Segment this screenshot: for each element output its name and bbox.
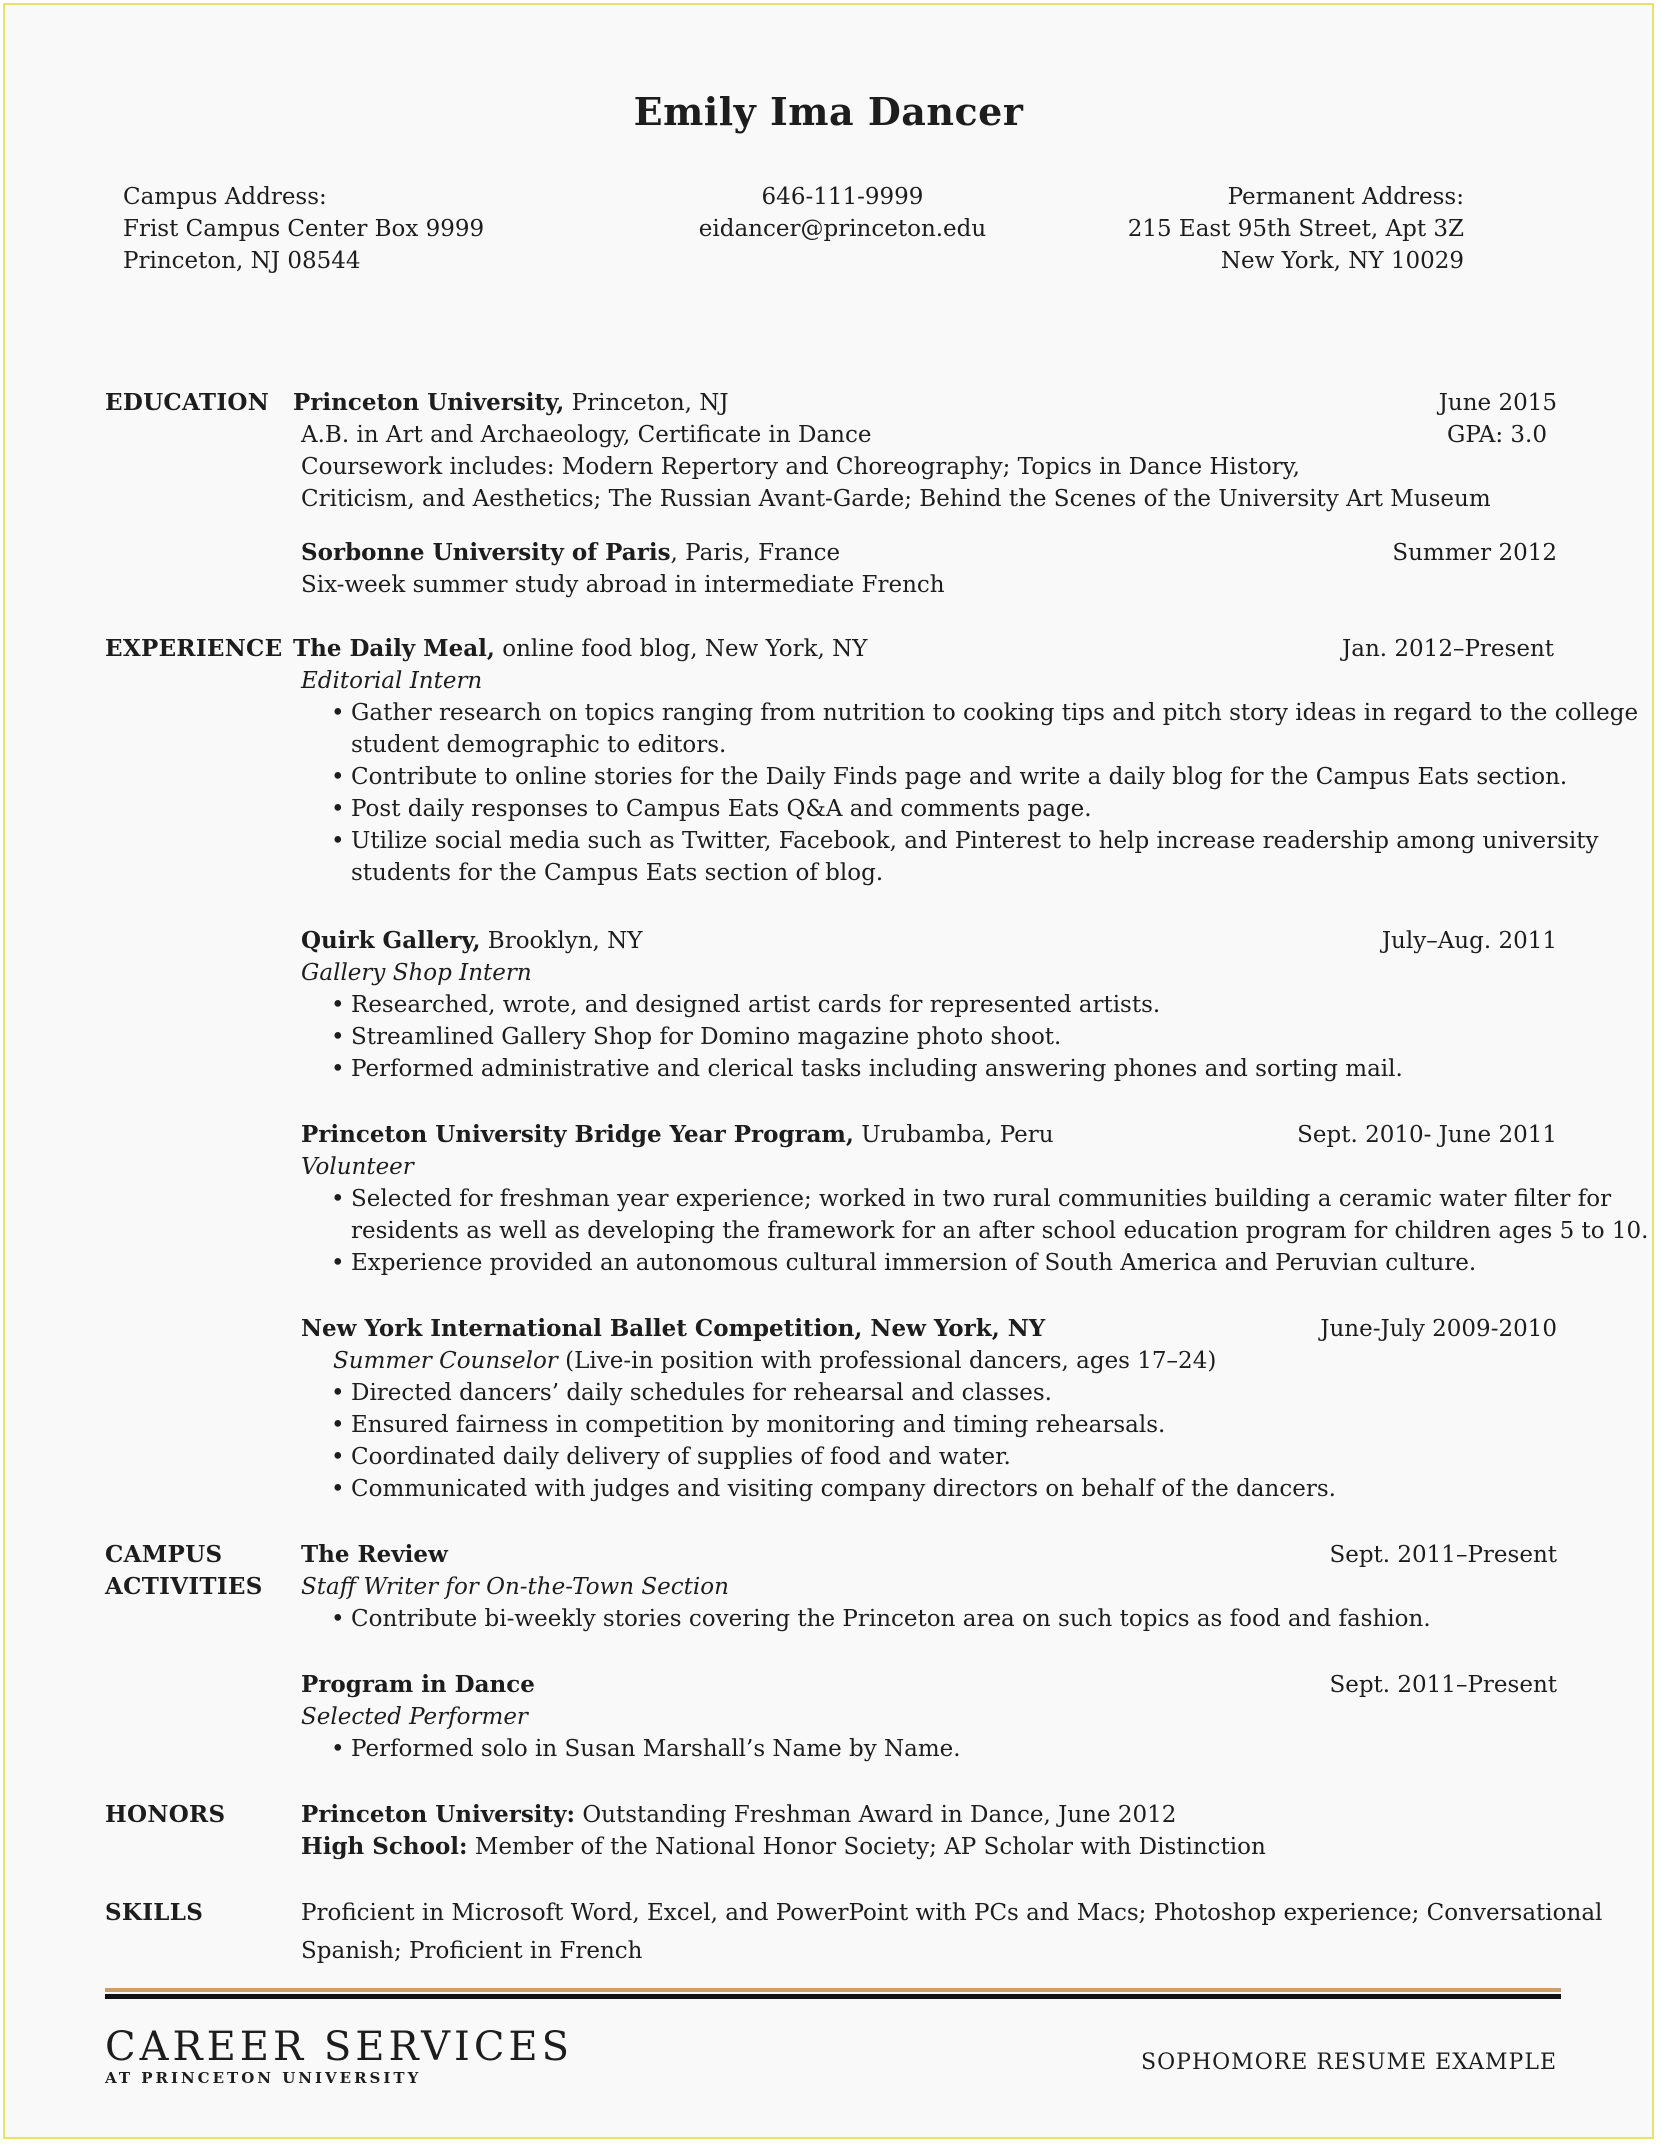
campus-dance-date: Sept. 2011–Present	[1329, 1672, 1557, 1698]
exp-ballet-bullet-4: • Communicated with judges and visiting company directors on behalf of the dancers.	[351, 1473, 1336, 1505]
exp-quirk-heading	[301, 925, 642, 957]
section-campus-2: ACTIVITIES	[105, 1573, 263, 1600]
edu-princeton-loc: Princeton, NJ	[564, 390, 729, 416]
exp-dailymeal-bullet-1: • Gather research on topics ranging from nutrition to cooking tips and pitch story ideas in regard to the college	[351, 697, 1638, 729]
campus-address-line2: Princeton, NJ 08544	[123, 248, 361, 274]
exp-bridge-loc: Urubamba, Peru	[853, 1122, 1054, 1148]
edu-princeton-degree: A.B. in Art and Archaeology, Certificate in Dance	[301, 422, 872, 448]
footer-rule-gold	[105, 1988, 1561, 1992]
exp-dailymeal-date: Jan. 2012–Present	[1342, 636, 1554, 662]
campus-address-label: Campus Address:	[123, 184, 327, 210]
exp-bridge-bullet-2: • Experience provided an autonomous cultural immersion of South America and Peruvian culture.	[351, 1247, 1476, 1279]
edu-princeton-heading	[293, 387, 729, 419]
permanent-address	[1128, 181, 1464, 277]
edu-sorbonne-heading	[301, 537, 840, 569]
exp-quirk-bullet-2: • Streamlined Gallery Shop for Domino magazine photo shoot.	[351, 1021, 1061, 1053]
skills-line-2: Spanish; Proficient in French	[301, 1938, 643, 1964]
edu-princeton-org: Princeton University,	[293, 389, 565, 416]
edu-princeton-coursework-1: Coursework includes: Modern Repertory and Choreography; Topics in Dance History,	[301, 454, 1300, 480]
exp-dailymeal-bullet-2: • Contribute to online stories for the Daily Finds page and write a daily blog for the Campus Eats section.	[351, 761, 1567, 793]
campus-review-date: Sept. 2011–Present	[1329, 1542, 1557, 1568]
honor-2	[301, 1831, 1266, 1863]
exp-bridge-org: Princeton University Bridge Year Program,	[301, 1121, 854, 1148]
campus-dance-bullet-1: • Performed solo in Susan Marshall’s Name by Name.	[351, 1733, 961, 1765]
campus-review-heading: The Review	[301, 1541, 448, 1568]
exp-ballet-role-line	[333, 1345, 1216, 1377]
exp-quirk-bullet-1: • Researched, wrote, and designed artist cards for represented artists.	[351, 989, 1160, 1021]
resume-name: Emily Ima Dancer	[633, 89, 1024, 134]
exp-dailymeal-bullet-1-cont: student demographic to editors.	[351, 732, 727, 758]
exp-ballet-heading: New York International Ballet Competition, New York, NY	[301, 1315, 1046, 1342]
honor-2-text: Member of the National Honor Society; AP Scholar with Distinction	[467, 1834, 1266, 1860]
edu-sorbonne-desc: Six-week summer study abroad in intermediate French	[301, 572, 945, 598]
footer-rule-black	[105, 1994, 1561, 1999]
exp-bridge-role: Volunteer	[301, 1154, 414, 1180]
exp-quirk-loc: Brooklyn, NY	[480, 928, 643, 954]
edu-sorbonne-date: Summer 2012	[1392, 540, 1557, 566]
campus-review-role: Staff Writer for On-the-Town Section	[301, 1574, 729, 1600]
permanent-address-line1: 215 East 95th Street, Apt 3Z	[1127, 216, 1464, 242]
logo-subtitle: AT PRINCETON UNIVERSITY	[105, 2069, 422, 2087]
edu-princeton-gpa: GPA: 3.0	[1447, 422, 1547, 448]
exp-ballet-role-note: (Live-in position with professional dancers, ages 17–24)	[557, 1348, 1217, 1374]
campus-review-bullet-1: • Contribute bi-weekly stories covering the Princeton area on such topics as food and fashion.	[351, 1603, 1431, 1635]
section-experience: EXPERIENCE	[105, 635, 283, 662]
section-campus-1: CAMPUS	[105, 1541, 223, 1568]
honor-1	[301, 1799, 1176, 1831]
footer-caption: SOPHOMORE RESUME EXAMPLE	[1141, 2050, 1557, 2075]
exp-quirk-bullet-3: • Performed administrative and clerical tasks including answering phones and sorting mail.	[351, 1053, 1403, 1085]
exp-dailymeal-loc: online food blog, New York, NY	[494, 636, 868, 662]
exp-dailymeal-org: The Daily Meal,	[293, 635, 495, 662]
section-education: EDUCATION	[105, 389, 270, 416]
exp-ballet-bullet-3: • Coordinated daily delivery of supplies of food and water.	[351, 1441, 1011, 1473]
honor-2-org: High School:	[301, 1833, 468, 1860]
exp-ballet-role: Summer Counselor	[333, 1348, 558, 1374]
section-honors: HONORS	[105, 1801, 226, 1828]
exp-ballet-bullet-2: • Ensured fairness in competition by monitoring and timing rehearsals.	[351, 1409, 1165, 1441]
career-services-logo	[105, 2025, 573, 2087]
email: eidancer@princeton.edu	[698, 216, 987, 242]
edu-princeton-coursework-2: Criticism, and Aesthetics; The Russian Avant-Garde; Behind the Scenes of the University Art Museum	[301, 486, 1491, 512]
exp-bridge-heading	[301, 1119, 1054, 1151]
edu-princeton-date: June 2015	[1438, 390, 1557, 416]
exp-ballet-bullet-1: • Directed dancers’ daily schedules for rehearsal and classes.	[351, 1377, 1052, 1409]
honor-1-org: Princeton University:	[301, 1801, 576, 1828]
phone: 646-111-9999	[761, 184, 924, 210]
exp-bridge-date: Sept. 2010- June 2011	[1297, 1122, 1557, 1148]
campus-dance-heading: Program in Dance	[301, 1671, 535, 1698]
honor-1-text: Outstanding Freshman Award in Dance, June 2012	[575, 1802, 1177, 1828]
permanent-address-line2: New York, NY 10029	[1220, 248, 1464, 274]
skills-line-1: Proficient in Microsoft Word, Excel, and PowerPoint with PCs and Macs; Photoshop experience; Conversational	[301, 1900, 1603, 1926]
logo-title: CAREER SERVICES	[105, 2024, 574, 2070]
campus-dance-role: Selected Performer	[301, 1704, 528, 1730]
campus-address-line1: Frist Campus Center Box 9999	[123, 216, 485, 242]
exp-dailymeal-bullet-4-cont: students for the Campus Eats section of blog.	[351, 860, 884, 886]
exp-dailymeal-role: Editorial Intern	[301, 668, 483, 694]
section-skills: SKILLS	[105, 1899, 204, 1926]
exp-dailymeal-bullet-4: • Utilize social media such as Twitter, Facebook, and Pinterest to help increase readership among university	[351, 825, 1598, 857]
resume-page	[3, 3, 1654, 2139]
exp-quirk-role: Gallery Shop Intern	[301, 960, 532, 986]
edu-sorbonne-org: Sorbonne University of Paris	[301, 539, 671, 566]
exp-quirk-date: July–Aug. 2011	[1381, 928, 1557, 954]
exp-quirk-org: Quirk Gallery,	[301, 927, 481, 954]
permanent-address-label: Permanent Address:	[1227, 184, 1464, 210]
exp-bridge-bullet-1-cont: residents as well as developing the framework for an after school education program for children ages 5 to 10.	[351, 1218, 1649, 1244]
exp-bridge-bullet-1: • Selected for freshman year experience; worked in two rural communities building a ceramic water filter for	[351, 1183, 1611, 1215]
exp-dailymeal-bullet-3: • Post daily responses to Campus Eats Q&A and comments page.	[351, 793, 1092, 825]
edu-sorbonne-loc: , Paris, France	[670, 540, 841, 566]
exp-dailymeal-heading	[293, 633, 867, 665]
exp-ballet-date: June-July 2009-2010	[1320, 1316, 1557, 1342]
